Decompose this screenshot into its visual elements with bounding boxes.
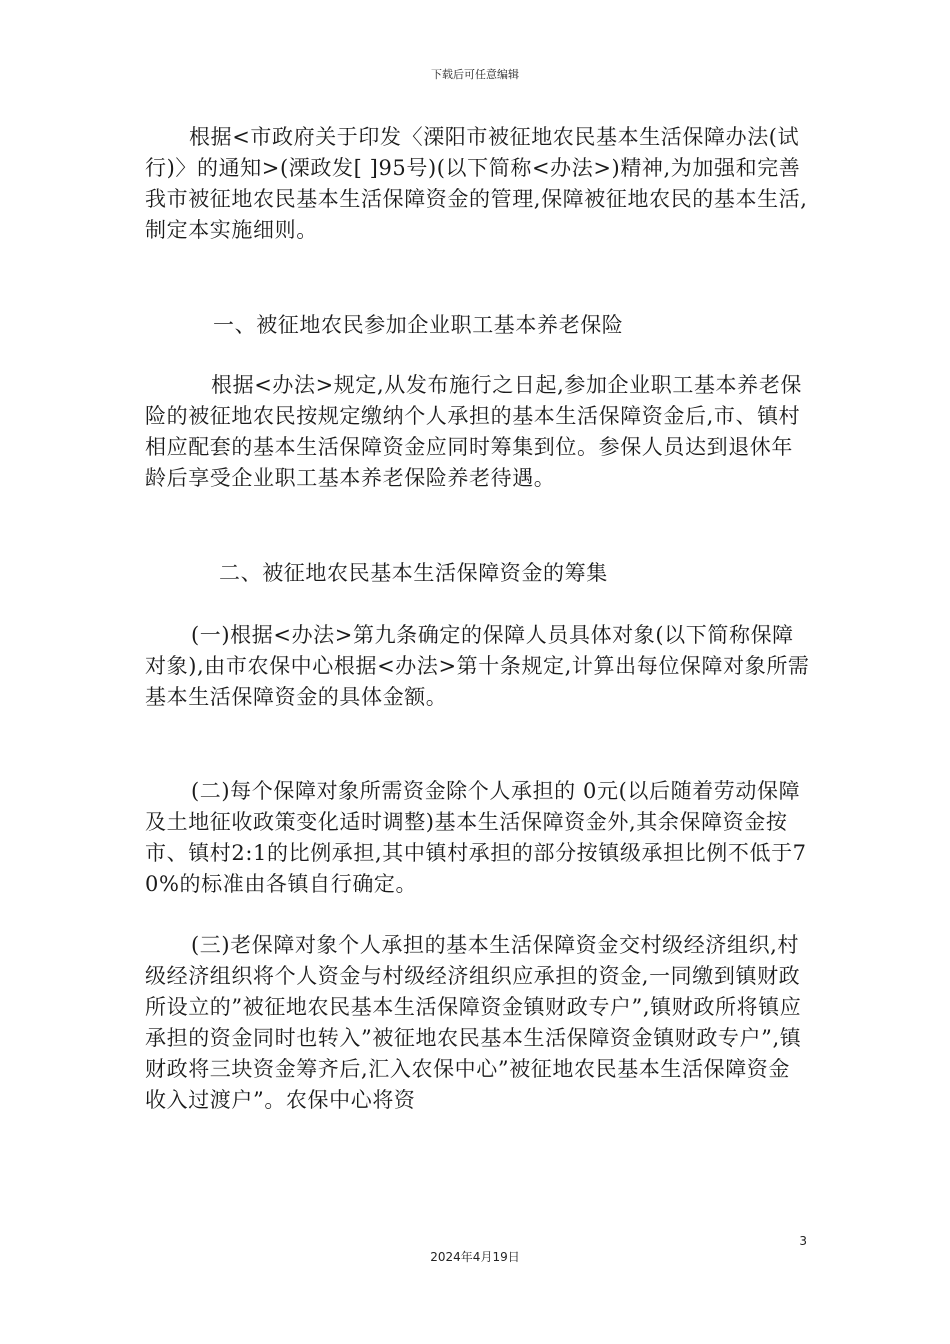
item-3-paragraph: (三)老保障对象个人承担的基本生活保障资金交村级经济组织,村级经济组织将个人资金与村级经济组织应承担的资金,一同缴到镇财政所设立的”被征地农民基本生活保障资金镇财政专户”,镇财政所将镇应承担的资金同时也转入”被征地农民基本生活保障资金镇财政专户”,镇财政将三块资金筹齐后,汇入农保中心”被征地农民基本生活保障资金收入过渡户”。农保中心将资 [145, 933, 802, 1112]
section-1-paragraph: 根据<办法>规定,从发布施行之日起,参加企业职工基本养老保险的被征地农民按规定缴纳个人承担的基本生活保障资金后,市、镇村相应配套的基本生活保障资金应同时筹集到位。参保人员达到退休年龄后享受企业职工基本养老保险养老待遇。 [145, 373, 802, 490]
section-heading-2: 二、被征地农民基本生活保障资金的筹集 [219, 561, 608, 585]
item-2-paragraph: (二)每个保障对象所需资金除个人承担的 0元(以后随着劳动保障及土地征收政策变化适时调整)基本生活保障资金外,其余保障资金按市、镇村2:1的比例承担,其中镇村承担的部分按镇级承担比例不低于70%的标准由各镇自行确定。 [145, 779, 807, 896]
page-number: 3 [799, 1234, 807, 1248]
footer-date: 2024年4月19日 [430, 1250, 520, 1264]
page-header: 下载后可任意编辑 [431, 68, 519, 81]
section-heading-1: 一、被征地农民参加企业职工基本养老保险 [213, 313, 624, 337]
intro-paragraph: 根据<市政府关于印发〈溧阳市被征地农民基本生活保障办法(试行)〉的通知>(溧政发[ ]95号)(以下简称<办法>)精神,为加强和完善我市被征地农民基本生活保障资金的管理,保障被征地农民的基本生活,制定本实施细则。 [145, 125, 808, 242]
item-1-paragraph: (一)根据<办法>第九条确定的保障人员具体对象(以下简称保障对象),由市农保中心根据<办法>第十条规定,计算出每位保障对象所需基本生活保障资金的具体金额。 [145, 623, 810, 709]
